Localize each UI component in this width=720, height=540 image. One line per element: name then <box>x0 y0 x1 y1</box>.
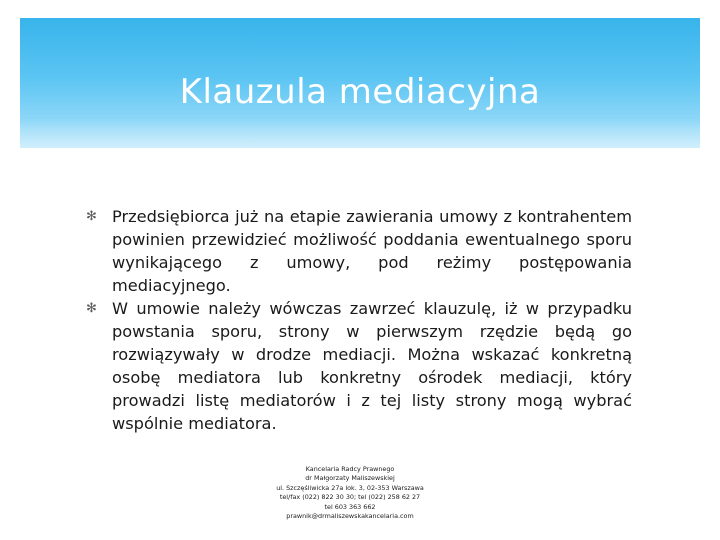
slide-title: Klauzula mediacyjna <box>179 72 541 112</box>
footer-phone-fax: tel/fax (022) 822 30 30; tel (022) 258 62 27 <box>279 493 421 502</box>
footer-address: ul. Szczęśliwicka 27a lok. 3, 02-353 Warszawa <box>276 483 424 492</box>
bullet-item <box>86 297 632 435</box>
bullet-text: W umowie należy wówczas zawrzeć klauzulę, iż w przypadku powstania sporu, strony w pierwszym rzędzie będą go rozwiązywały w drodze mediacji. Można wskazać konkretną osobę mediatora lub konkretny ośrodek mediacji, który prowadzi listę mediatorów i z tej listy strony mogą wybrać wspólnie mediatora. <box>112 299 632 433</box>
footer-email: prawnik@drmaliszewskakancelaria.com <box>286 512 414 521</box>
asterisk-bullet-icon: ✻ <box>86 301 97 316</box>
footer-lawyer-name: dr Małgorzaty Maliszewskiej <box>305 474 395 483</box>
asterisk-bullet-icon: ✻ <box>86 209 97 224</box>
title-banner <box>20 18 700 148</box>
bullet-item <box>86 205 632 297</box>
bullet-list <box>86 205 632 435</box>
footer-phone: tel 603 363 662 <box>324 502 376 511</box>
office-contact-footer <box>250 465 450 521</box>
footer-office-name: Kancelaria Radcy Prawnego <box>305 465 395 473</box>
bullet-text: Przedsiębiorca już na etapie zawierania umowy z kontrahentem powinien przewidzieć możliwość poddania ewentualnego sporu wynikającego z umowy, pod reżimy postępowania mediacyjnego. <box>112 207 632 295</box>
banner-gradient <box>20 118 700 148</box>
